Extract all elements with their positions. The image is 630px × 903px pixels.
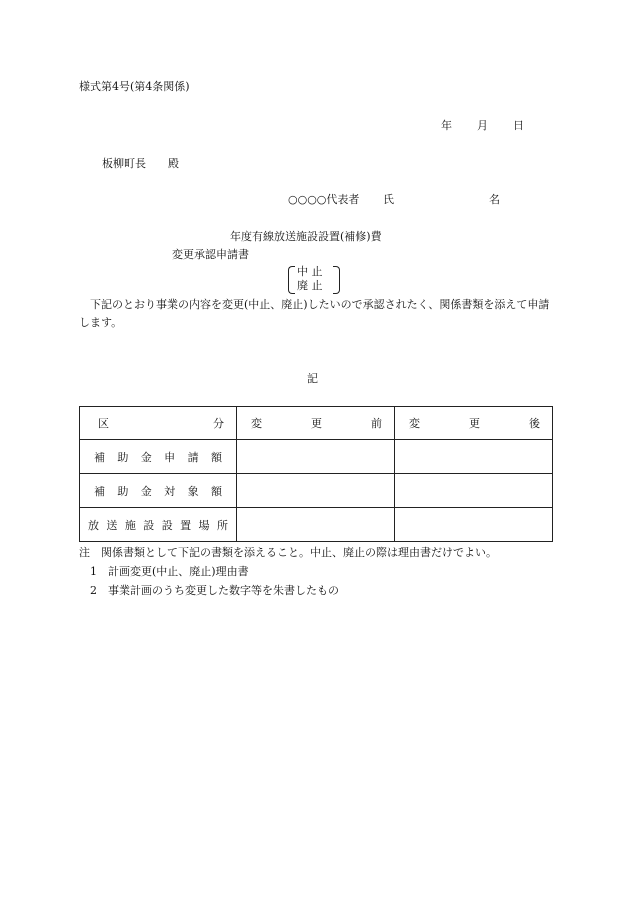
applicant-given-label: 名	[489, 193, 500, 206]
document-title-line1: 年度有線放送施設設置(補修)費	[230, 230, 382, 243]
option-cancel: 中 止	[297, 265, 323, 278]
date-month-label: 月	[477, 119, 488, 132]
document-title-line2: 変更承認申請書	[172, 248, 249, 261]
note-text: 注 関係書類として下記の書類を添えること。中止、廃止の際は理由書だけでよい。	[79, 546, 497, 559]
table-row	[80, 440, 553, 474]
applicant-surname-label: 氏	[383, 193, 394, 206]
form-number: 様式第4号(第4条関係)	[79, 80, 190, 93]
cell-after[interactable]	[395, 474, 553, 508]
option-abolish: 廃 止	[297, 279, 323, 292]
application-table	[79, 406, 553, 542]
cancel-abolish-bracket	[288, 265, 340, 295]
cell-after[interactable]	[395, 508, 553, 542]
note-item-1: 1 計画変更(中止、廃止)理由書	[90, 565, 249, 578]
row-label-facility-location: 放 送 施 設 設 置 場 所	[80, 508, 237, 542]
date-day-label: 日	[513, 119, 524, 132]
table-row	[80, 474, 553, 508]
row-label-subsidy-target: 補 助 金 対 象 額	[80, 474, 237, 508]
addressee	[102, 157, 179, 171]
cell-after[interactable]	[395, 440, 553, 474]
addressee-honorific: 殿	[168, 157, 179, 170]
note-item-2: 2 事業計画のうち変更した数字等を朱書したもの	[90, 584, 339, 597]
cell-before[interactable]	[237, 474, 395, 508]
left-brace	[288, 266, 295, 294]
row-label-subsidy-application: 補 助 金 申 請 額	[80, 440, 237, 474]
ki-heading: 記	[307, 372, 318, 385]
header-after: 変 更 後	[395, 407, 553, 440]
header-category: 区 分	[80, 407, 237, 440]
table-row	[80, 508, 553, 542]
cell-before[interactable]	[237, 440, 395, 474]
addressee-name: 板柳町長	[102, 157, 146, 170]
body-text: 下記のとおり事業の内容を変更(中止、廃止)したいので承認されたく、関係書類を添えて申請します。	[79, 298, 550, 329]
right-brace	[333, 266, 340, 294]
cell-before[interactable]	[237, 508, 395, 542]
applicant-label: ○○○○代表者	[288, 193, 360, 206]
header-before: 変 更 前	[237, 407, 395, 440]
date-year-label: 年	[441, 119, 452, 132]
table-header-row	[80, 407, 553, 440]
